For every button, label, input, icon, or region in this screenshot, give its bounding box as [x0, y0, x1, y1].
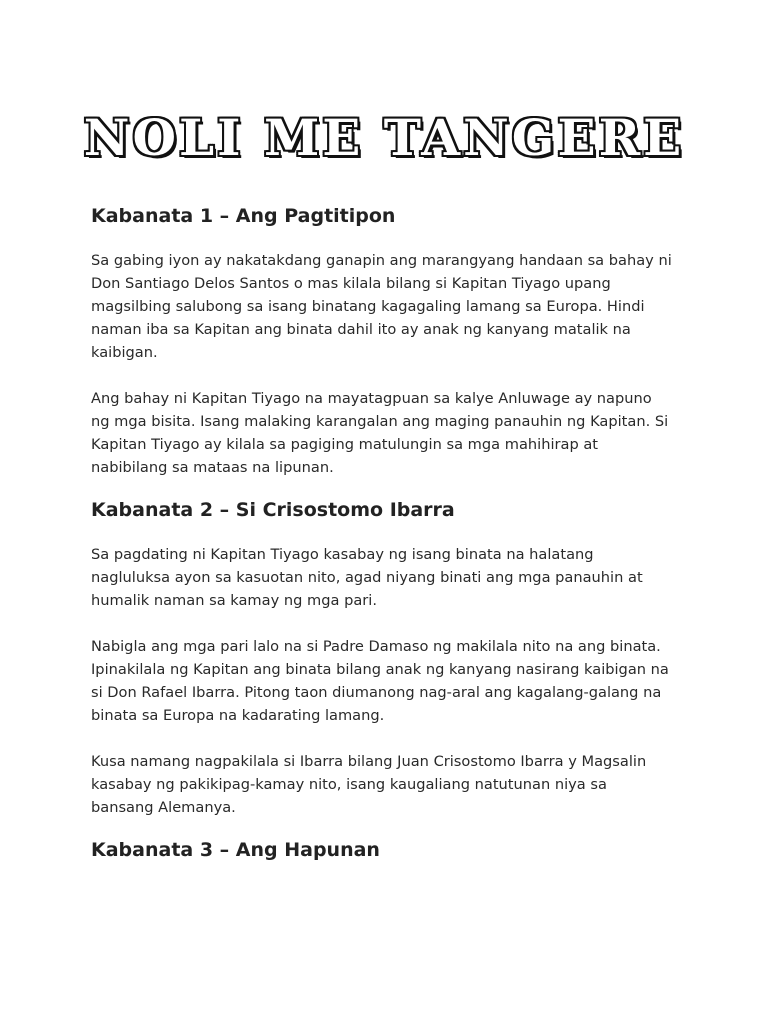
- document-body: [91, 201, 691, 865]
- chapter-heading: Kabanata 3 – Ang Hapunan: [91, 839, 380, 861]
- chapter-paragraph: Sa pagdating ni Kapitan Tiyago kasabay ng isang binata na halatang nagluluksa ayon sa kasuotan nito, agad niyang binati ang mga panauhin at humalik naman sa kamay ng mga pari.: [91, 546, 643, 609]
- chapter-paragraph: Ang bahay ni Kapitan Tiyago na mayatagpuan sa kalye Anluwage ay napuno ng mga bisita. Isang malaking karangalan ang maging panauhin ng Kapitan. Si Kapitan Tiyago ay kilala sa pagiging matulungin sa mga mahihirap at nabibilang sa mataas na lipunan.: [91, 390, 669, 476]
- chapter-1: [91, 201, 691, 479]
- chapter-3: [91, 835, 691, 865]
- chapter-paragraph: Kusa namang nagpakilala si Ibarra bilang Juan Crisostomo Ibarra y Magsalin kasabay ng pakikipag-kamay nito, isang kaugaliang natutunan niya sa bansang Alemanya.: [91, 753, 647, 816]
- chapter-heading: Kabanata 2 – Si Crisostomo Ibarra: [91, 499, 455, 521]
- chapter-2: [91, 495, 691, 819]
- chapter-heading: Kabanata 1 – Ang Pagtitipon: [91, 205, 396, 227]
- document-title: NOLI ME TANGERE: [83, 108, 685, 167]
- chapter-paragraph: Nabigla ang mga pari lalo na si Padre Damaso ng makilala nito na ang binata. Ipinakilala ng Kapitan ang binata bilang anak ng kanyang nasirang kaibigan na si Don Rafael Ibarra. Pitong taon diumanong nag-aral ang kagalang-galang na binata sa Europa na kadarating lamang.: [91, 638, 669, 724]
- chapter-paragraph: Sa gabing iyon ay nakatakdang ganapin ang marangyang handaan sa bahay ni Don Santiago Delos Santos o mas kilala bilang si Kapitan Tiyago upang magsilbing salubong sa isang binatang kagagaling lamang sa Europa. Hindi naman iba sa Kapitan ang binata dahil ito ay anak ng kanyang matalik na kaibigan.: [91, 252, 672, 361]
